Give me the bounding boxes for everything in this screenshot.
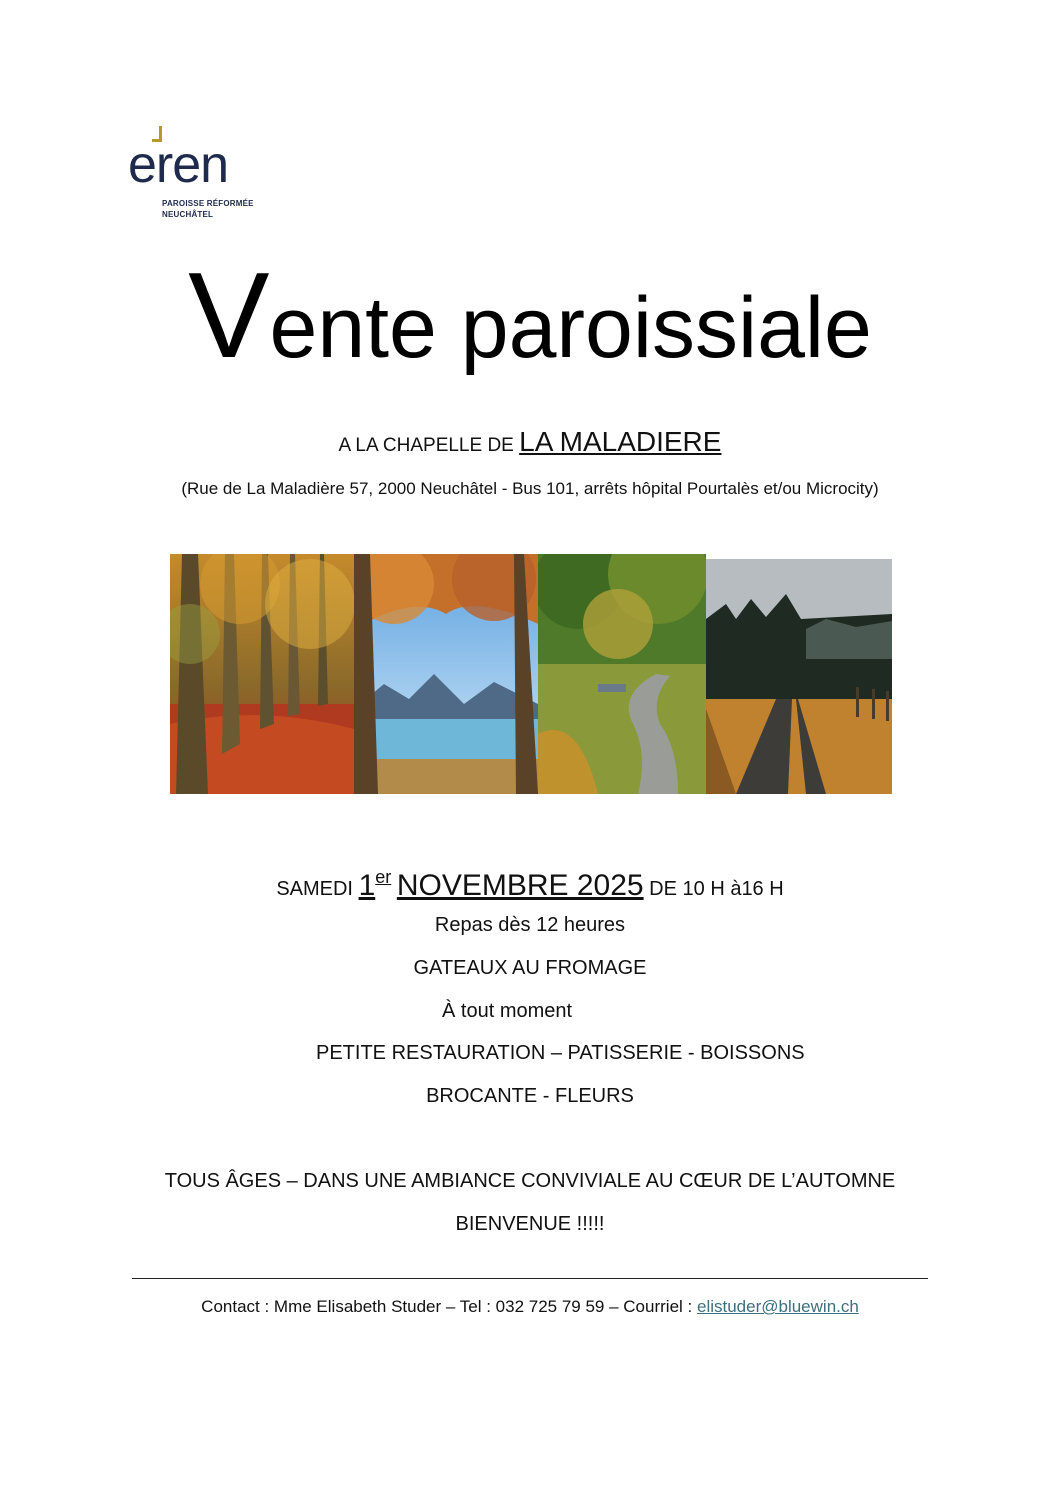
food-offer: PETITE RESTAURATION – PATISSERIE - BOISSONS	[316, 1042, 805, 1064]
title-rest: ente paroissiale	[269, 280, 872, 376]
venue-name: LA MALADIERE	[519, 426, 722, 457]
event-day-suffix: er	[375, 867, 392, 887]
ambiance-text: TOUS ÂGES – DANS UNE AMBIANCE CONVIVIALE AU CŒUR DE L’AUTOMNE	[164, 1170, 896, 1192]
event-month-year: NOVEMBRE 2025	[396, 869, 644, 902]
country-road-photo	[706, 559, 892, 794]
meal-time: Repas dès 12 heures	[434, 914, 626, 936]
logo-subtitle	[162, 198, 254, 220]
photo-strip	[170, 554, 892, 796]
eren-logo	[128, 126, 268, 226]
logo-wordmark: eren	[128, 136, 229, 194]
logo-subtitle-line1: PAROISSE RÉFORMÉE	[162, 199, 254, 208]
logo-subtitle-line2: NEUCHÂTEL	[162, 210, 214, 219]
contact-line	[0, 1296, 1060, 1318]
event-date-line	[0, 852, 1060, 914]
divider-line	[132, 1278, 928, 1279]
contact-email-link[interactable]: elistuder@bluewin.ch	[696, 1297, 859, 1316]
event-day-number: 1	[358, 869, 376, 902]
venue-line	[0, 424, 1060, 464]
event-day-label: SAMEDI	[276, 878, 353, 900]
contact-text: Contact : Mme Elisabeth Studer – Tel : 032 725 79 59 – Courriel :	[201, 1297, 697, 1316]
brocante-flowers: BROCANTE - FLEURS	[426, 1085, 634, 1107]
lake-mountain-photo	[354, 554, 538, 794]
page-title	[0, 247, 1060, 388]
title-initial: V	[188, 247, 270, 383]
cheese-cakes: GATEAUX AU FROMAGE	[413, 957, 647, 979]
park-path-photo	[538, 554, 706, 794]
event-hours: DE 10 H à16 H	[649, 878, 784, 900]
venue-address: (Rue de La Maladière 57, 2000 Neuchâtel - Bus 101, arrêts hôpital Pourtalès et/ou Microcity)	[181, 479, 879, 498]
anytime-label: À tout moment	[442, 1000, 573, 1022]
autumn-forest-photo	[170, 554, 354, 794]
venue-prefix: A LA CHAPELLE DE	[338, 435, 514, 456]
welcome-text: BIENVENUE !!!!!	[455, 1213, 605, 1235]
